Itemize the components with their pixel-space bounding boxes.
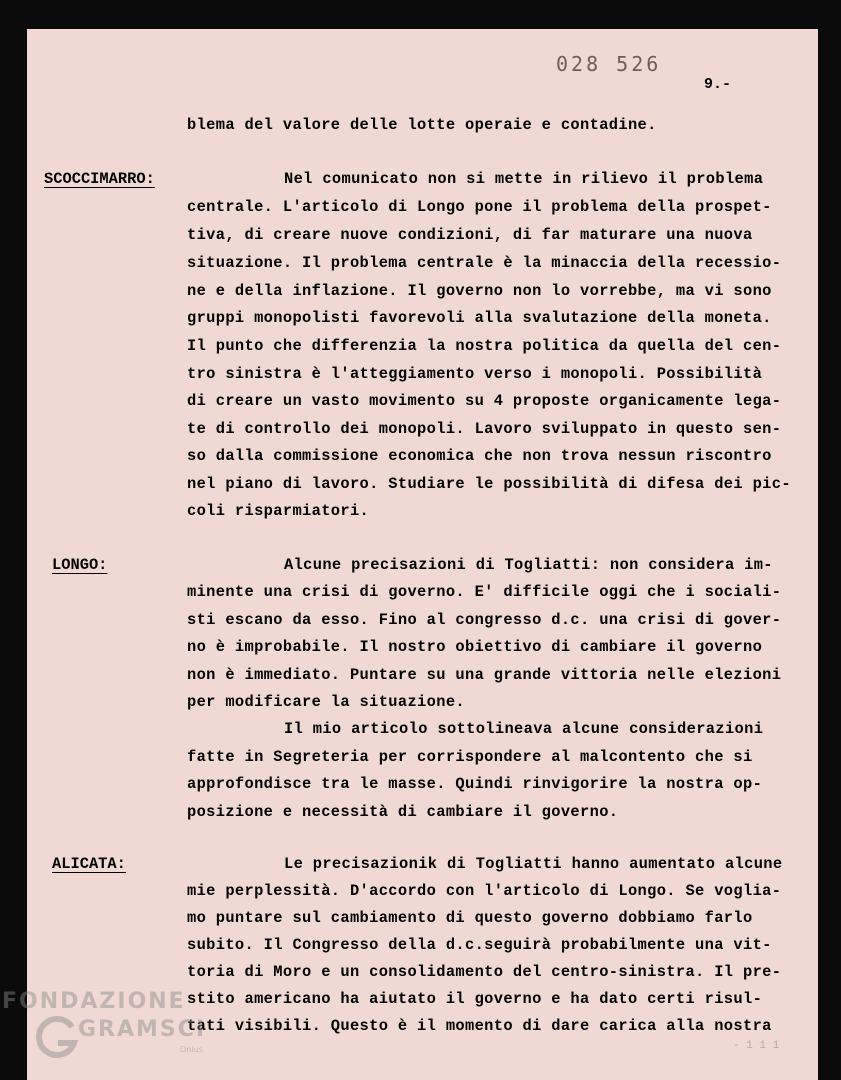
text-line: so dalla commissione economica che non trova nessun riscontro (187, 447, 772, 465)
page-number: 9.- (704, 76, 732, 93)
text-line: fatte in Segreteria per corrispondere al malcontento che si (187, 748, 753, 766)
text-line: situazione. Il problema centrale è la minaccia della recessio- (187, 254, 782, 272)
text-line: toria di Moro e un consolidamento del centro-sinistra. Il pre- (187, 963, 782, 981)
text-line: no è improbabile. Il nostro obiettivo di cambiare il governo (187, 638, 763, 656)
text-line: approfondisce tra le masse. Quindi rinvigorire la nostra op- (187, 775, 763, 793)
text-line: blema del valore delle lotte operaie e contadine. (187, 116, 657, 134)
text-line: ne e della inflazione. Il governo non lo vorrebbe, ma vi sono (187, 282, 772, 300)
text-line: gruppi monopolisti favorevoli alla svalutazione della moneta. (187, 309, 772, 327)
text-line: tati visibili. Questo è il momento di dare carica alla nostra (187, 1017, 772, 1035)
text-line: Alcune precisazioni di Togliatti: non considera im- (284, 556, 773, 574)
text-line: Le precisazionik di Togliatti hanno aumentato alcune (284, 855, 783, 873)
text-line: mo puntare sul cambiamento di questo governo dobbiamo farlo (187, 909, 753, 927)
text-line: di creare un vasto movimento su 4 proposte organicamente lega- (187, 392, 782, 410)
text-line: centrale. L'articolo di Longo pone il problema della prospet- (187, 198, 772, 216)
speaker-label-longo: LONGO: (52, 556, 108, 574)
watermark-small-text: Onlus (180, 1045, 203, 1054)
text-line: nel piano di lavoro. Studiare le possibilità di difesa dei pic- (187, 475, 791, 493)
text-line: Nel comunicato non si mette in rilievo il problema (284, 170, 764, 188)
text-line: non è immediato. Puntare su una grande vittoria nelle elezioni (187, 666, 782, 684)
text-line: tiva, di creare nuove condizioni, di far maturare una nuova (187, 226, 753, 244)
text-line: mie perplessità. D'accordo con l'articolo di Longo. Se voglia- (187, 882, 782, 900)
speaker-label-alicata: ALICATA: (52, 855, 126, 873)
text-line: subito. Il Congresso della d.c.seguirà probabilmente una vit- (187, 936, 772, 954)
text-line: te di controllo dei monopoli. Lavoro sviluppato in questo sen- (187, 420, 782, 438)
fondazione-gramsci-watermark (2, 985, 212, 1080)
archive-number-stamp: 028 526 (556, 52, 662, 76)
text-line: tro sinistra è l'atteggiamento verso i monopoli. Possibilità (187, 365, 763, 383)
text-line: Il mio articolo sottolineava alcune considerazioni (284, 720, 764, 738)
speaker-label-scoccimarro: SCOCCIMARRO: (44, 170, 155, 188)
text-line: stito americano ha aiutato il governo e ha dato certi risul- (187, 990, 763, 1008)
text-line: per modificare la situazione. (187, 693, 465, 711)
watermark-g-icon (32, 1013, 80, 1061)
text-line: minente una crisi di governo. E' difficile oggi che i sociali- (187, 583, 782, 601)
text-line: posizione e necessità di cambiare il governo. (187, 803, 619, 821)
faint-corner-mark: - 1 1 1 (733, 1040, 780, 1052)
watermark-line-1: FONDAZIONE (2, 989, 186, 1014)
text-line: Il punto che differenzia la nostra politica da quella del cen- (187, 337, 782, 355)
text-line: sti escano da esso. Fino al congresso d.c. una crisi di gover- (187, 611, 782, 629)
text-line: coli risparmiatori. (187, 502, 370, 520)
watermark-line-2: GRAMSCI (78, 1017, 207, 1042)
